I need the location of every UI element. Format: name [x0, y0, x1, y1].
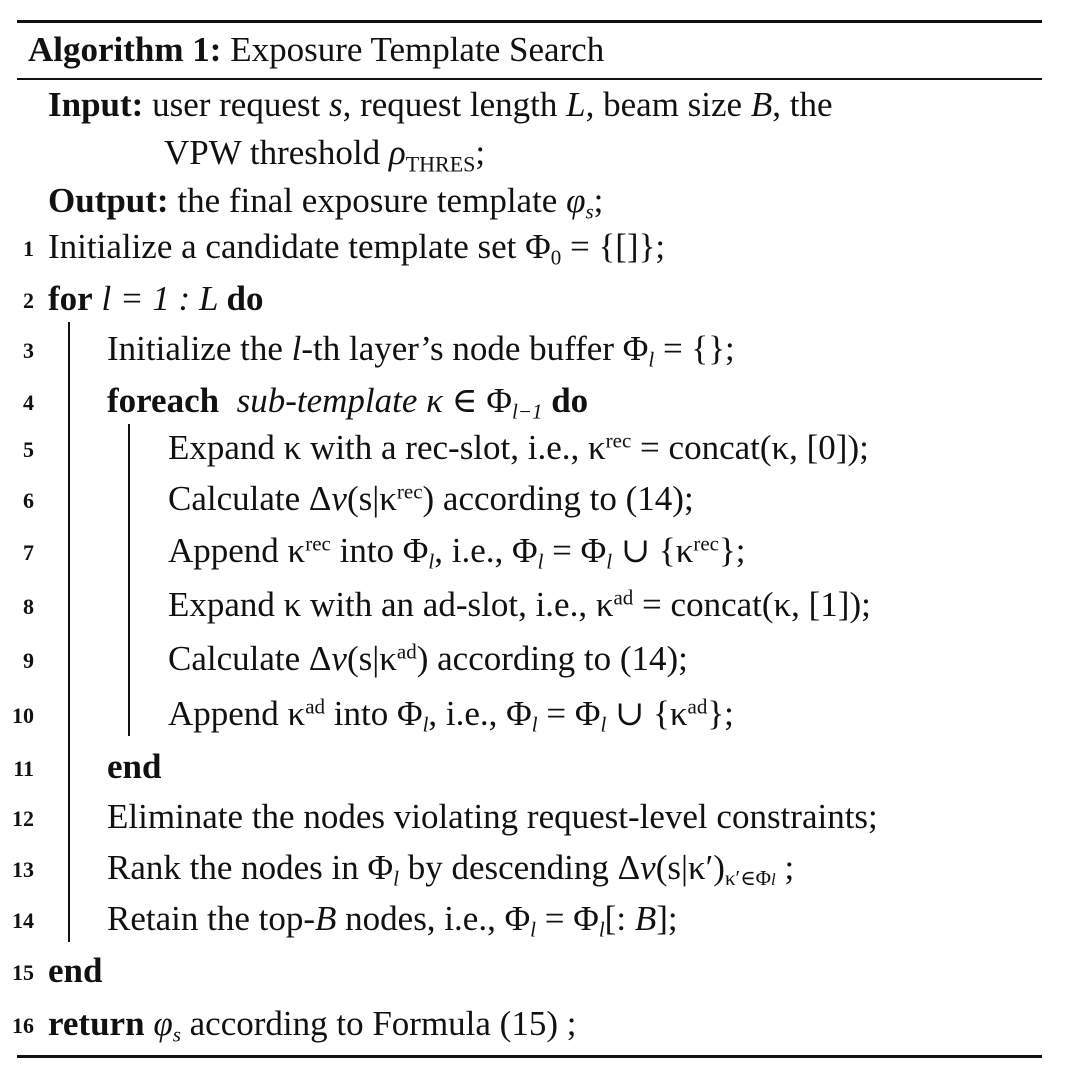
- step-var: B: [315, 899, 337, 938]
- caption-rule: [17, 78, 1042, 80]
- step-subscript: l: [537, 549, 544, 574]
- step-subscript: l: [771, 870, 776, 890]
- step-subscript: 0: [550, 245, 562, 270]
- foreach-var: sub-template κ: [236, 381, 443, 420]
- step-5: [168, 427, 869, 469]
- keyword-end: end: [107, 747, 162, 786]
- step-subscript: κ′∈Φ: [724, 866, 772, 891]
- step-text: = {[]};: [561, 227, 666, 266]
- step-var: φ: [144, 1004, 173, 1043]
- step-text: (s|κ: [346, 479, 397, 518]
- step-text: Retain the top-: [107, 899, 316, 938]
- step-subscript: l: [598, 917, 605, 942]
- line-number: 5: [23, 437, 34, 462]
- step-11: [107, 746, 161, 788]
- step-3: [107, 328, 735, 370]
- step-superscript: rec: [693, 531, 719, 556]
- algorithm-label: Algorithm 1:: [28, 30, 222, 69]
- input-text: user request: [152, 85, 321, 124]
- step-14: [107, 898, 678, 940]
- line-number: 4: [23, 390, 34, 415]
- step-superscript: rec: [396, 479, 423, 504]
- step-15: [48, 950, 102, 992]
- step-text: Expand κ with an ad-slot, i.e., κ: [168, 585, 614, 624]
- output-text: the final exposure template: [177, 181, 558, 220]
- line-number: 3: [23, 338, 34, 363]
- step-var: v: [331, 479, 347, 518]
- step-subscript: l: [530, 917, 536, 942]
- step-8: [168, 584, 871, 626]
- input-var-rho: ρ: [388, 133, 406, 172]
- keyword-foreach: foreach: [107, 381, 220, 420]
- step-text: = Φ: [537, 694, 601, 733]
- line-number: 1: [23, 236, 34, 261]
- step-text: nodes, i.e., Φ: [336, 899, 531, 938]
- line-number: 2: [23, 288, 34, 313]
- line-number: 9: [23, 648, 34, 673]
- keyword-return: return: [48, 1004, 145, 1043]
- line-number: 7: [23, 540, 34, 565]
- step-text: [:: [604, 899, 635, 938]
- foreach-block-bar: [128, 424, 130, 736]
- step-var: l: [291, 329, 302, 368]
- output-line: [48, 180, 603, 222]
- line-number: 6: [23, 488, 34, 513]
- step-13: [107, 847, 794, 889]
- algorithm-caption: [28, 26, 604, 74]
- input-text: , request length: [342, 85, 558, 124]
- step-text: Initialize a candidate template set Φ: [48, 227, 551, 266]
- keyword-do: do: [226, 279, 264, 318]
- step-text: ];: [656, 899, 678, 938]
- keyword-end: end: [48, 951, 103, 990]
- input-line-2: [164, 132, 486, 177]
- step-text: , i.e., Φ: [434, 531, 538, 570]
- step-var: v: [331, 639, 347, 678]
- keyword-for: for: [48, 279, 93, 318]
- step-superscript: rec: [305, 531, 331, 556]
- step-text: -th layer’s node buffer Φ: [301, 329, 649, 368]
- input-line-1: [48, 84, 833, 126]
- output-phi-subscript: s: [585, 199, 594, 224]
- step-12: [107, 796, 878, 838]
- step-4: [107, 380, 588, 422]
- step-text: Append κ: [168, 531, 306, 570]
- step-superscript: ad: [613, 585, 634, 610]
- step-text: ) according to (14);: [416, 639, 688, 678]
- step-7: [168, 530, 746, 572]
- step-text: , i.e., Φ: [428, 694, 532, 733]
- step-text: };: [719, 531, 746, 570]
- step-text: by descending Δ: [398, 848, 641, 887]
- step-16: [48, 1003, 576, 1045]
- step-9: [168, 638, 688, 680]
- step-text: = concat(κ, [0]);: [631, 428, 869, 467]
- step-subscript: l: [606, 549, 613, 574]
- step-superscript: rec: [605, 428, 632, 453]
- for-block-bar: [68, 322, 70, 942]
- step-text: into Φ: [330, 531, 429, 570]
- step-text: Calculate Δ: [168, 479, 332, 518]
- step-subscript: l: [600, 712, 607, 737]
- input-var-B: B: [750, 85, 773, 124]
- loop-range: l = 1 : L: [92, 279, 227, 318]
- step-subscript: l: [428, 549, 435, 574]
- step-text: into Φ: [325, 694, 423, 733]
- input-var-L: L: [566, 85, 586, 124]
- step-text: = concat(κ, [1]);: [633, 585, 871, 624]
- step-superscript: ad: [305, 694, 326, 719]
- input-label: Input:: [48, 85, 144, 124]
- step-text: = Φ: [536, 899, 599, 938]
- step-subscript: s: [172, 1022, 181, 1047]
- line-number: 10: [12, 703, 34, 728]
- step-text: (s|κ: [346, 639, 397, 678]
- step-var: B: [634, 899, 657, 938]
- output-label: Output:: [48, 181, 169, 220]
- output-var-phi: φ: [566, 181, 586, 220]
- input-text: ;: [475, 133, 486, 172]
- input-var-s: s: [328, 85, 343, 124]
- step-text: Expand κ with a rec-slot, i.e., κ: [168, 428, 606, 467]
- step-2: [48, 278, 264, 320]
- step-subscript: l: [393, 866, 399, 891]
- step-subscript: l: [648, 347, 655, 372]
- step-subscript: l: [531, 712, 538, 737]
- step-10: [168, 693, 734, 735]
- step-text: ∈ Φ: [442, 381, 512, 420]
- step-text: Rank the nodes in Φ: [107, 848, 394, 887]
- step-superscript: ad: [396, 639, 417, 664]
- step-text: Eliminate the nodes violating request-level constraints;: [107, 797, 878, 836]
- step-text: ;: [775, 848, 795, 887]
- step-subscript: l−1: [511, 399, 543, 424]
- line-number: 14: [12, 908, 34, 933]
- output-text: ;: [593, 181, 604, 220]
- step-text: = Φ: [543, 531, 607, 570]
- step-text: = {};: [654, 329, 735, 368]
- step-text: Initialize the: [107, 329, 292, 368]
- line-number: 8: [23, 594, 34, 619]
- line-number: 16: [12, 1013, 34, 1038]
- keyword-do: do: [551, 381, 589, 420]
- step-6: [168, 478, 694, 520]
- step-superscript: ad: [687, 694, 708, 719]
- step-text: ∪ {κ: [612, 531, 694, 570]
- step-text: according to Formula (15) ;: [180, 1004, 577, 1043]
- step-text: ∪ {κ: [606, 694, 688, 733]
- step-subscript: l: [422, 712, 429, 737]
- step-text: Append κ: [168, 694, 306, 733]
- step-text: Calculate Δ: [168, 639, 332, 678]
- step-text: };: [707, 694, 734, 733]
- algorithm-title: Exposure Template Search: [230, 30, 605, 69]
- input-text: VPW threshold: [164, 133, 381, 172]
- input-rho-subscript: THRES: [405, 151, 476, 177]
- bottom-rule: [17, 1055, 1042, 1058]
- input-text: , the: [772, 85, 833, 124]
- line-number: 13: [12, 857, 34, 882]
- step-text: (s|κ′): [655, 848, 725, 887]
- step-text: ) according to (14);: [422, 479, 694, 518]
- input-text: , beam size: [585, 85, 743, 124]
- step-1: [48, 226, 665, 268]
- line-number: 11: [13, 756, 34, 781]
- line-number: 12: [12, 806, 34, 831]
- step-var: v: [640, 848, 656, 887]
- line-number: 15: [12, 960, 34, 985]
- top-rule: [17, 20, 1042, 23]
